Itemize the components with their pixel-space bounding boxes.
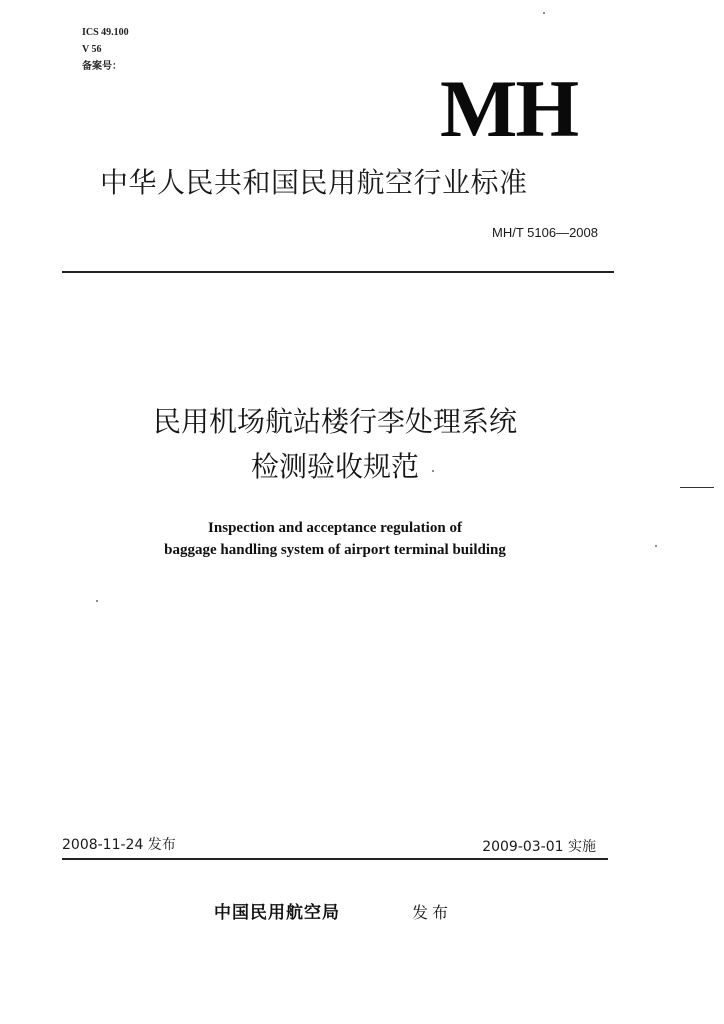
standard-code-mark: MH — [440, 63, 578, 154]
standard-number: MH/T 5106—2008 — [492, 225, 598, 240]
effective-date: 2009-03-01 实施 — [482, 839, 596, 855]
scan-speck — [655, 545, 657, 547]
scan-speck — [432, 470, 434, 472]
scan-speck — [96, 600, 98, 602]
category-code: V 56 — [82, 44, 102, 55]
ics-code: ICS 49.100 — [82, 27, 129, 38]
issue-date: 2008-11-24 发布 — [62, 837, 176, 853]
issuing-authority: 中国民用航空局 — [214, 903, 340, 923]
standard-title: 中华人民共和国民用航空行业标准 — [100, 166, 528, 199]
footer-divider — [62, 858, 608, 860]
document-title-cn-line2: 检测验收规范 — [250, 450, 419, 483]
header-divider — [62, 271, 614, 273]
scan-speck — [543, 12, 545, 14]
document-title-en-line2: baggage handling system of airport terminal building — [164, 542, 506, 558]
document-title-en-line1: Inspection and acceptance regulation of — [208, 520, 462, 536]
margin-mark — [680, 487, 714, 488]
filing-number-label: 备案号： — [82, 61, 122, 72]
document-title-cn-line1: 民用机场航站楼行李处理系统 — [152, 405, 517, 438]
issue-verb: 发布 — [412, 903, 453, 922]
